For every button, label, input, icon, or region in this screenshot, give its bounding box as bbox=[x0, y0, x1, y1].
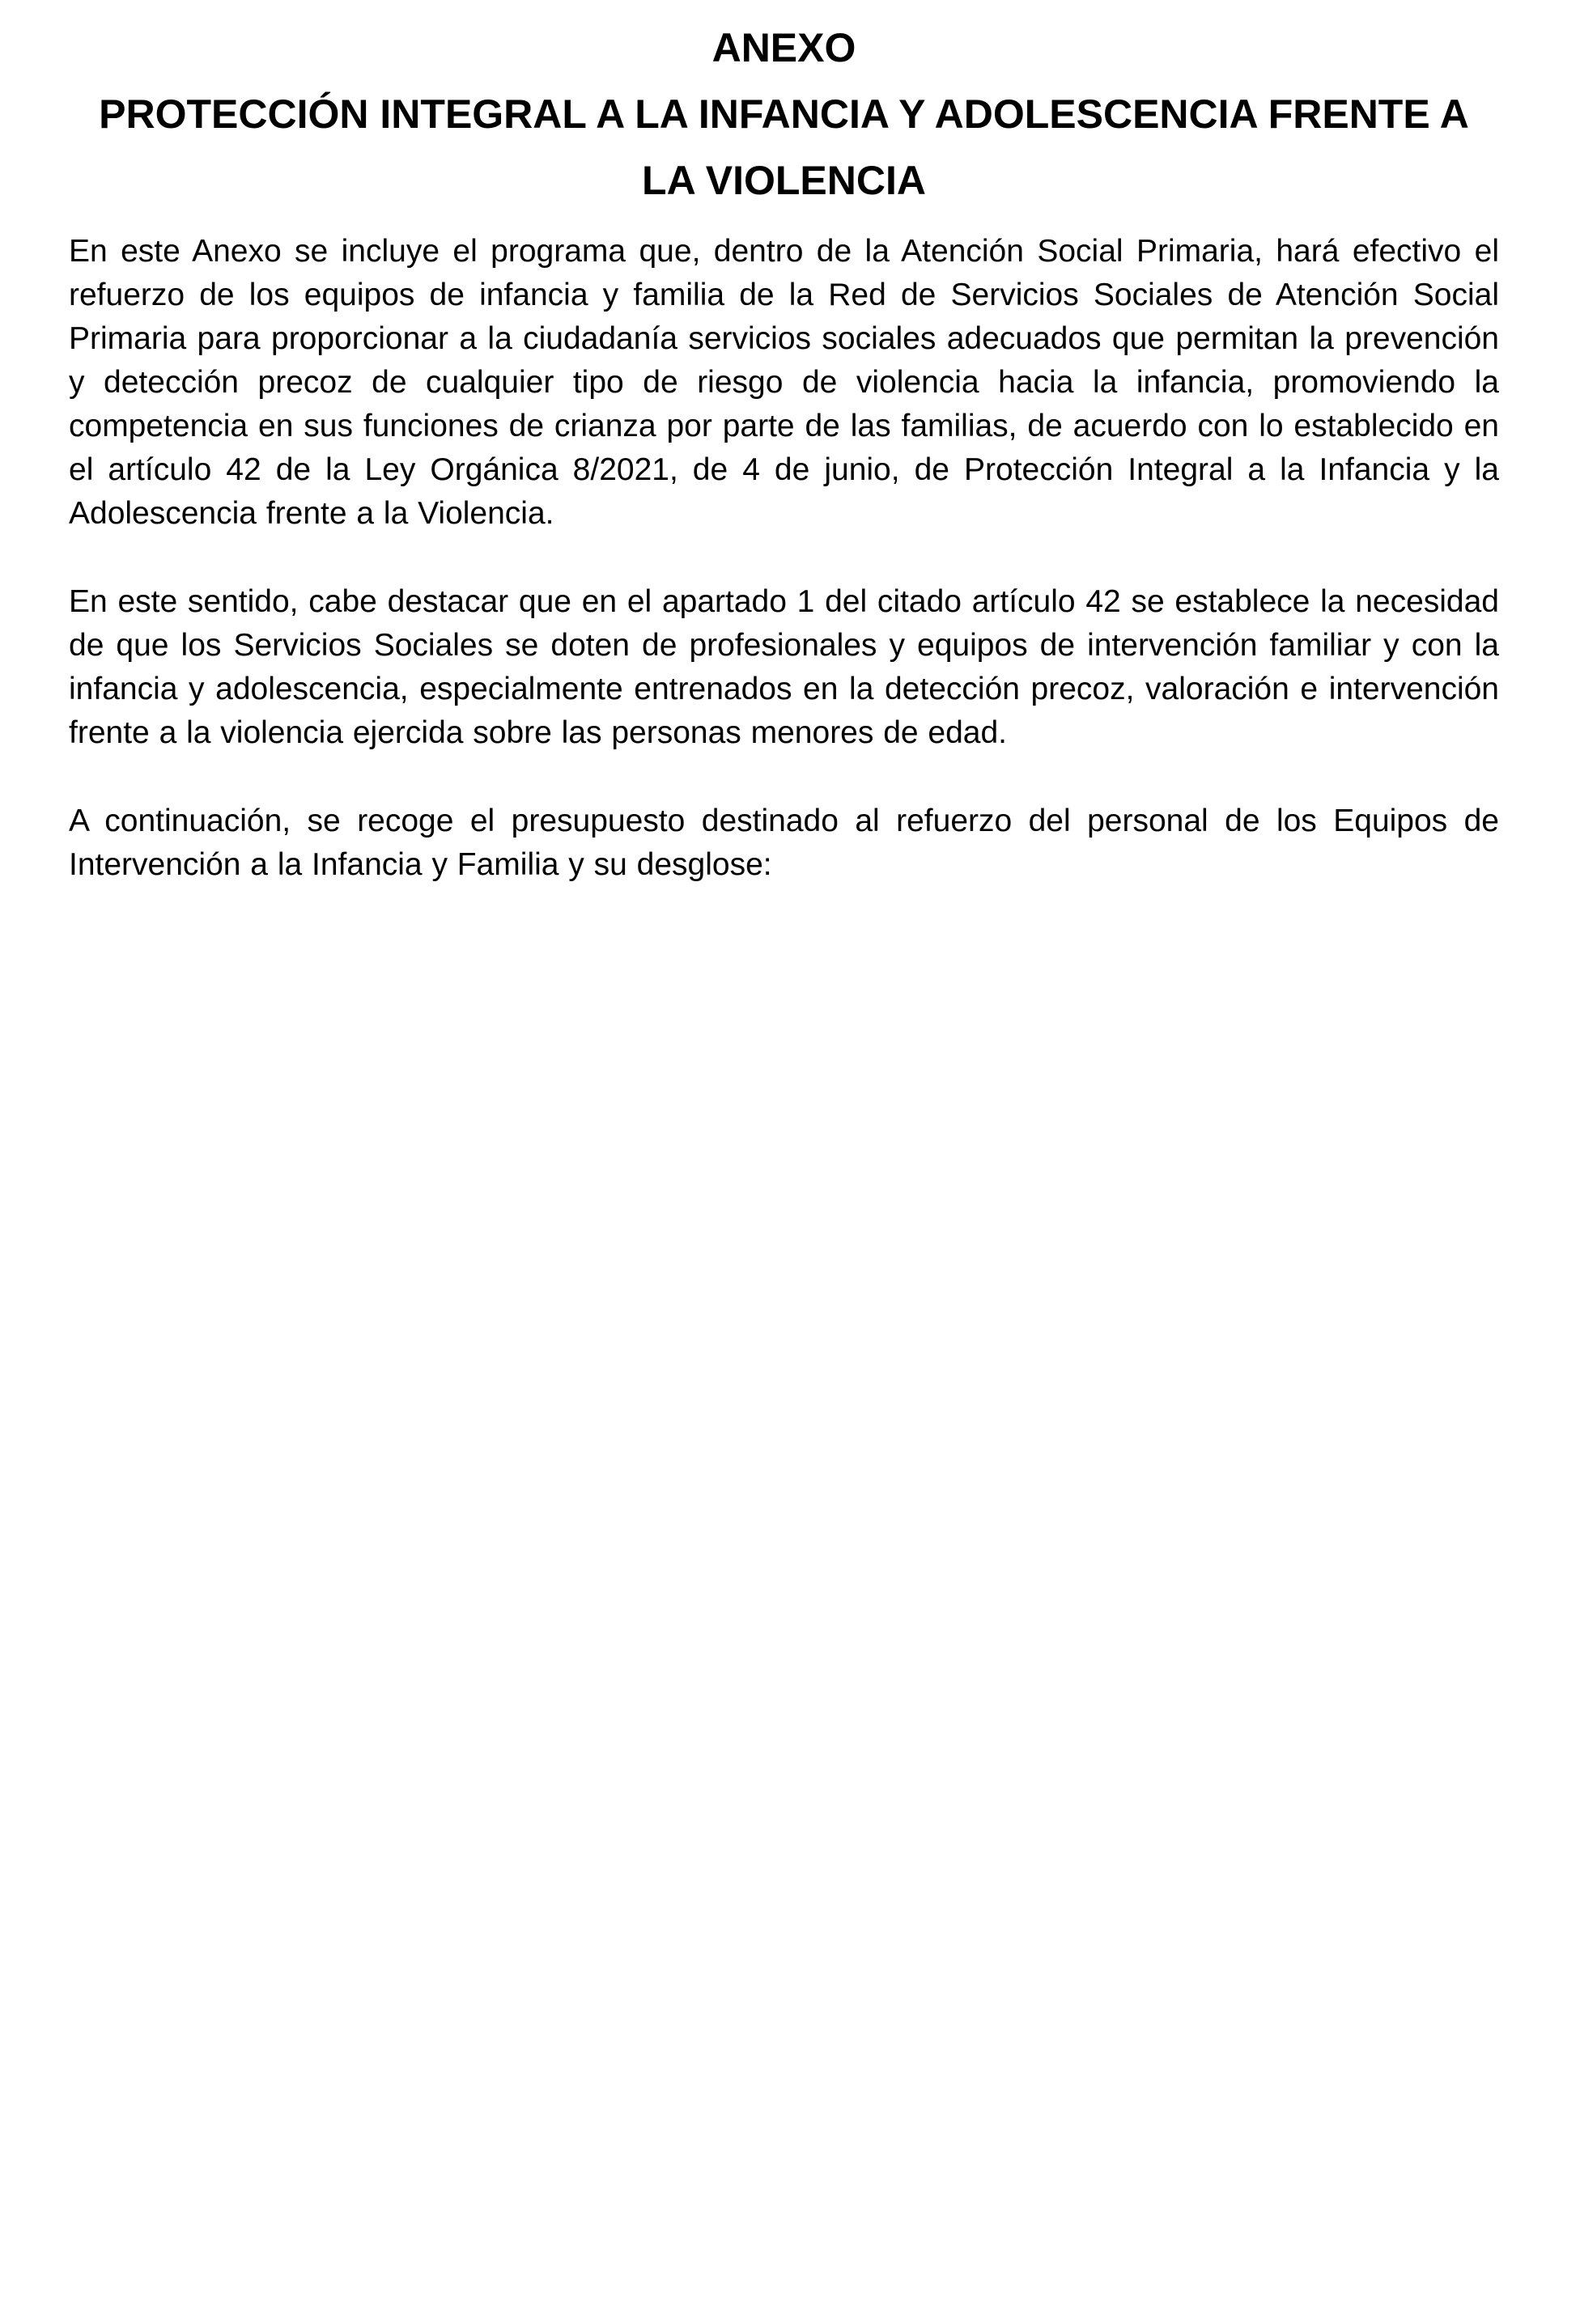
paragraph-article-42: En este sentido, cabe destacar que en el apartado 1 del citado artículo 42 se establece la necesidad de que los Servicios Sociales se doten de profesionales y equipos de intervención familiar y con la infancia y adolescencia, especialmente entrenados en la detección precoz, valoración e intervención frente a la violencia ejercida sobre las personas menores de edad. bbox=[69, 584, 1499, 750]
document-title-anexo: ANEXO bbox=[711, 25, 856, 70]
document-body bbox=[69, 230, 1499, 887]
document-title-main: PROTECCIÓN INTEGRAL A LA INFANCIA Y ADOLESCENCIA FRENTE A LA VIOLENCIA bbox=[99, 91, 1469, 203]
paragraph-budget-lead-in: A continuación, se recoge el presupuesto destinado al refuerzo del personal de los Equipos de Intervención a la Infancia y Familia y su desglose: bbox=[69, 804, 1499, 882]
paragraph-intro: En este Anexo se incluye el programa que, dentro de la Atención Social Primaria, hará efectivo el refuerzo de los equipos de infancia y familia de la Red de Servicios Sociales de Atención Social Primaria para proporcionar a la ciudadanía servicios sociales adecuados que permitan la prevención y detección precoz de cualquier tipo de riesgo de violencia hacia la infancia, promoviendo la competencia en sus funciones de crianza por parte de las familias, de acuerdo con lo establecido en el artículo 42 de la Ley Orgánica 8/2021, de 4 de junio, de Protección Integral a la Infancia y la Adolescencia frente a la Violencia. bbox=[69, 234, 1499, 531]
